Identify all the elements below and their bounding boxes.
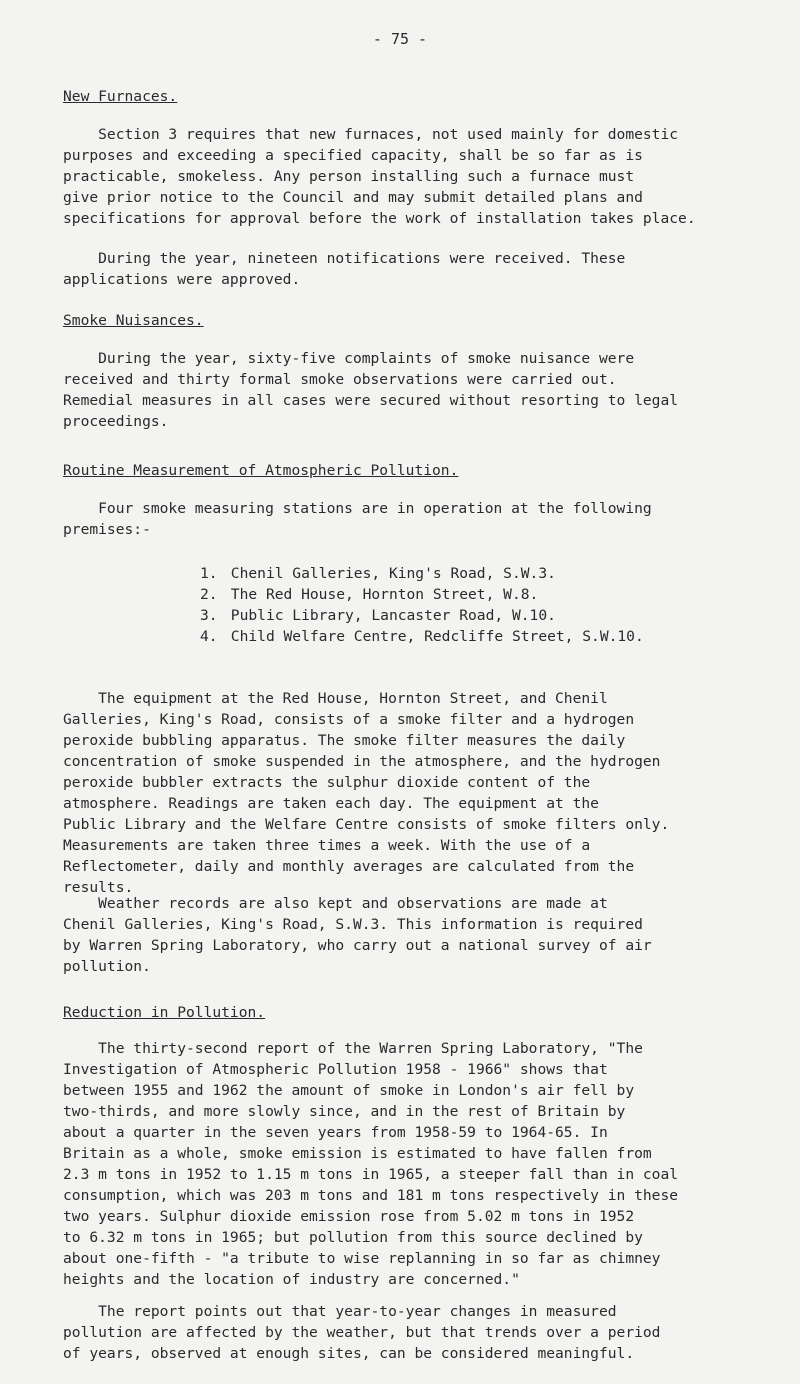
station-item bbox=[200, 626, 644, 647]
station-item bbox=[200, 605, 644, 626]
station-list bbox=[200, 563, 644, 647]
heading-smoke-nuisances: Smoke Nuisances. bbox=[63, 312, 204, 329]
station-name: The Red House, Hornton Street, W.8. bbox=[230, 586, 539, 603]
station-name: Public Library, Lancaster Road, W.10. bbox=[230, 607, 556, 624]
paragraph-stations-intro: Four smoke measuring stations are in operation at the following premises:- bbox=[63, 500, 652, 538]
station-name: Child Welfare Centre, Redcliffe Street, S.W.10. bbox=[230, 628, 644, 645]
paragraph-equipment: The equipment at the Red House, Hornton Street, and Chenil Galleries, King's Road, consists of a smoke filter and a hydrogen peroxide bubbling apparatus. The smoke filter measures the daily concentration of smoke suspended in the atmosphere, and the hydrogen peroxide bubbler extracts the sulphur dioxide content of the atmosphere. Readings are taken each day. The equipment at the Public Library and the Welfare Centre consists of smoke filters only. Measurements are taken three times a week. With the use of a Reflectometer, daily and monthly averages are calculated from the results. bbox=[63, 690, 670, 896]
paragraph-new-furnaces-2: During the year, nineteen notifications were received. These applications were approved. bbox=[63, 250, 626, 288]
station-name: Chenil Galleries, King's Road, S.W.3. bbox=[230, 565, 556, 582]
heading-new-furnaces: New Furnaces. bbox=[63, 88, 178, 105]
heading-routine-measurement: Routine Measurement of Atmospheric Pollution. bbox=[63, 462, 459, 479]
paragraph-reduction-2: The report points out that year-to-year changes in measured pollution are affected by the weather, but that trends over a period of years, observed at enough sites, can be considered meaningful. bbox=[63, 1303, 661, 1362]
station-number: 2. bbox=[200, 586, 218, 603]
station-number: 4. bbox=[200, 628, 218, 645]
station-item bbox=[200, 584, 644, 605]
paragraph-new-furnaces-1: Section 3 requires that new furnaces, not used mainly for domestic purposes and exceeding a specified capacity, shall be so far as is practicable, smokeless. Any person installing such a furnace must give prior notice to the Council and may submit detailed plans and specifications for approval before the work of installation takes place. bbox=[63, 126, 696, 227]
page-number: - 75 - bbox=[372, 30, 428, 48]
paragraph-reduction-1: The thirty-second report of the Warren Spring Laboratory, "The Investigation of Atmospheric Pollution 1958 - 1966" shows that between 1955 and 1962 the amount of smoke in London's air fell by two-thirds, and more slowly since, and in the rest of Britain by about a quarter in the seven years from 1958-59 to 1964-65. In Britain as a whole, smoke emission is estimated to have fallen from 2.3 m tons in 1952 to 1.15 m tons in 1965, a steeper fall than in coal consumption, which was 203 m tons and 181 m tons respectively in these two years. Sulphur dioxide emission rose from 5.02 m tons in 1952 to 6.32 m tons in 1965; but pollution from this source declined by about one-fifth - "a tribute to wise replanning in so far as chimney heights and the location of industry are concerned." bbox=[63, 1040, 679, 1288]
paragraph-weather-records: Weather records are also kept and observations are made at Chenil Galleries, King's Road, S.W.3. This information is required by Warren Spring Laboratory, who carry out a national survey of air pollution. bbox=[63, 895, 652, 975]
station-number: 3. bbox=[200, 607, 218, 624]
paragraph-smoke-nuisances: During the year, sixty-five complaints of smoke nuisance were received and thirty formal smoke observations were carried out. Remedial measures in all cases were secured without resorting to legal proceedings. bbox=[63, 350, 679, 430]
heading-reduction: Reduction in Pollution. bbox=[63, 1004, 266, 1021]
station-number: 1. bbox=[200, 565, 218, 582]
station-item bbox=[200, 563, 644, 584]
